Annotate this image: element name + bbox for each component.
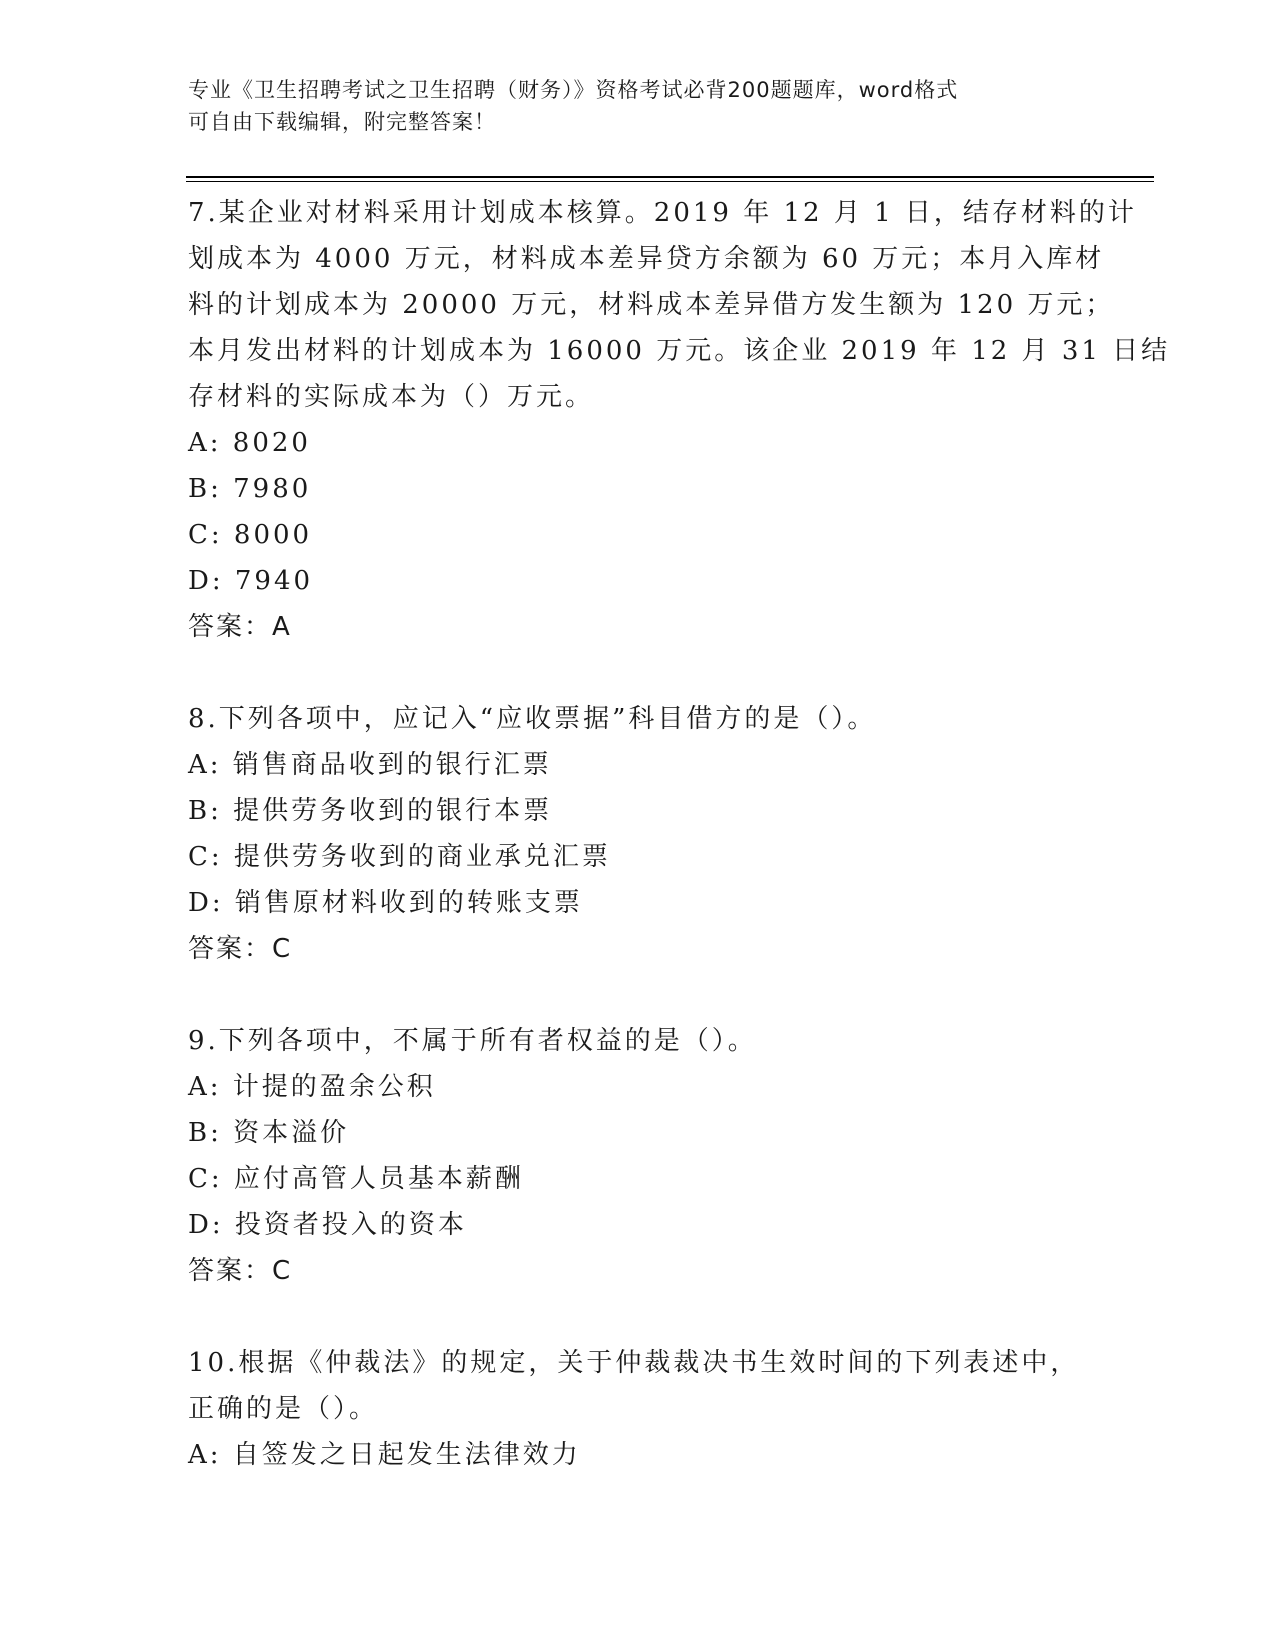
document-header xyxy=(188,74,1088,138)
question-text-line: 料的计划成本为 20000 万元，材料成本差异借方发生额为 120 万元； xyxy=(188,290,1115,320)
question-text-line: 正确的是（）。 xyxy=(188,1394,379,1424)
question-text-line: 9.下列各项中，不属于所有者权益的是（）。 xyxy=(188,1026,757,1056)
question-8 xyxy=(188,696,1088,972)
option-b: B: 7980 xyxy=(188,474,312,504)
option-d: D: 销售原材料收到的转账支票 xyxy=(188,888,583,918)
answer-line: 答案：C xyxy=(188,934,293,964)
header-line-2: 可自由下载编辑，附完整答案！ xyxy=(188,110,496,134)
question-10 xyxy=(188,1340,1088,1478)
question-text-line: 10.根据《仲裁法》的规定，关于仲裁裁决书生效时间的下列表述中， xyxy=(188,1348,1080,1378)
question-text-line: 划成本为 4000 万元，材料成本差异贷方余额为 60 万元；本月入库材 xyxy=(188,244,1105,274)
answer-line: 答案：C xyxy=(188,1256,293,1286)
header-divider-thick xyxy=(186,176,1154,178)
option-b: B: 提供劳务收到的银行本票 xyxy=(188,796,553,826)
header-line-1: 专业《卫生招聘考试之卫生招聘（财务）》资格考试必背200题题库，word格式 xyxy=(188,78,959,102)
option-c: C: 应付高管人员基本薪酬 xyxy=(188,1164,524,1194)
question-list xyxy=(188,190,1171,1524)
option-a: A: 8020 xyxy=(188,428,311,458)
option-b: B: 资本溢价 xyxy=(188,1118,350,1148)
option-d: D: 投资者投入的资本 xyxy=(188,1210,467,1240)
question-9 xyxy=(188,1018,1088,1294)
question-7 xyxy=(188,190,1171,650)
option-d: D: 7940 xyxy=(188,566,314,596)
question-text-line: 本月发出材料的计划成本为 16000 万元。该企业 2019 年 12 月 31 日结 xyxy=(188,336,1171,366)
option-c: C: 提供劳务收到的商业承兑汇票 xyxy=(188,842,611,872)
question-text-line: 8.下列各项中，应记入“应收票据”科目借方的是（）。 xyxy=(188,704,877,734)
option-a: A: 自签发之日起发生法律效力 xyxy=(188,1440,581,1470)
header-divider-thin xyxy=(186,181,1154,182)
option-a: A: 计提的盈余公积 xyxy=(188,1072,436,1102)
answer-line: 答案：A xyxy=(188,612,292,642)
question-text-line: 7.某企业对材料采用计划成本核算。2019 年 12 月 1 日，结存材料的计 xyxy=(188,198,1137,228)
option-c: C: 8000 xyxy=(188,520,313,550)
option-a: A: 销售商品收到的银行汇票 xyxy=(188,750,552,780)
question-text-line: 存材料的实际成本为（）万元。 xyxy=(188,382,595,412)
